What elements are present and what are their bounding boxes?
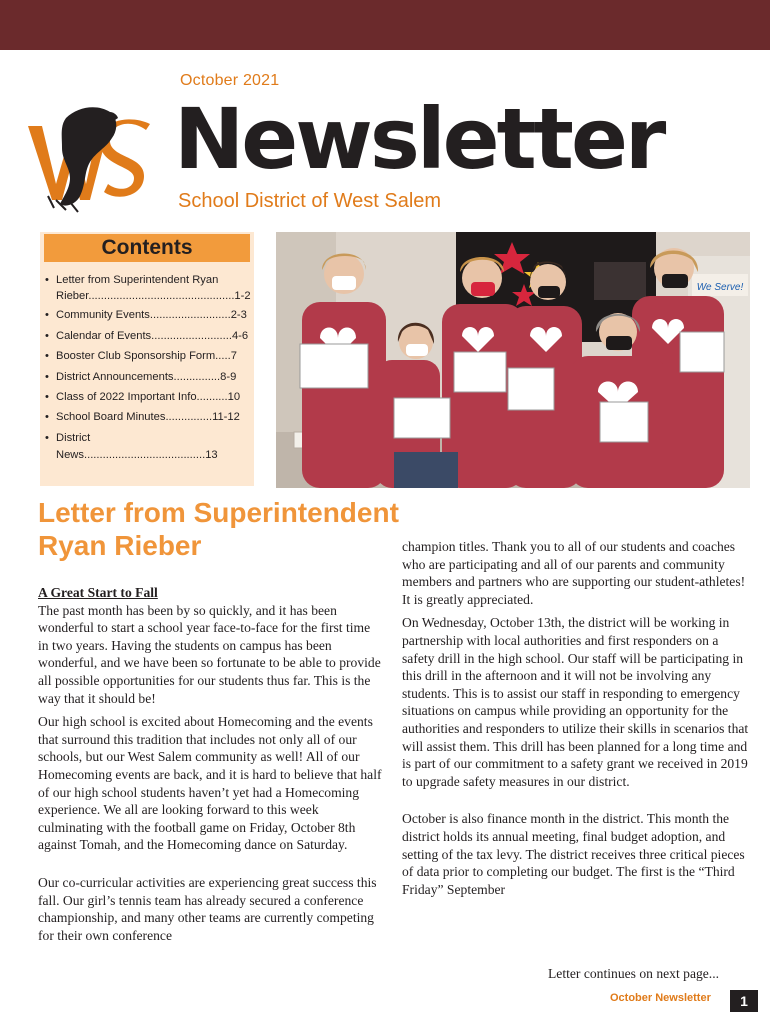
west-salem-logo bbox=[26, 96, 158, 214]
article-column-left bbox=[38, 584, 384, 950]
toc-item-booster-club[interactable]: • Booster Club Sponsorship Form.....7 bbox=[44, 348, 254, 365]
article-subhead: A Great Start to Fall bbox=[38, 585, 158, 600]
newsletter-title: Newsletter bbox=[174, 90, 664, 188]
article-paragraph: Our high school is excited about Homecoming and the events that surround this tradition that includes not only all of our schools, but our West Salem community as well! All of our Homecoming events are back, and it is hard to believe that half of our high school students haven’t yet had a Homecoming experience. We all are looking forward to this week culminating with the football game on Friday, October 8th against Tomah, and the Homecoming dance on Saturday. bbox=[38, 714, 382, 853]
toc-item-board-minutes[interactable]: • School Board Minutes...............11-12 bbox=[44, 409, 254, 426]
toc-heading: Contents bbox=[44, 234, 250, 262]
toc-list bbox=[44, 272, 254, 467]
article-paragraph: The past month has been by so quickly, and it has been wonderful to start a school year face-to-face for the first time in two years. Having the students on campus has been wonderful, and we have been so fortunate to be able to provide all possible opportunities for our students thus far. This is the way that it should be! bbox=[38, 602, 381, 706]
article-paragraph: On Wednesday, October 13th, the district will be working in partnership with local authorities and first responders on a safety drill in the high school. Our staff will be participating in this drill in the afternoon and it will not be involving any students. This is to assist our staff in responding to emergency situations on campus while providing an opportunity for the authorities and responders to utilize their skills in scenarios that will assist them. This drill has been planned for a long time and is part of our commitment to a safety grant we received in 2019 to upgrade safety measures in our district. bbox=[402, 615, 749, 789]
paragraph-gap bbox=[38, 860, 384, 874]
toc-item-community-events[interactable]: • Community Events..........................2-3 bbox=[44, 307, 254, 324]
article-column-right bbox=[402, 538, 752, 904]
toc-item-district-news[interactable]: • District News.......................................13 bbox=[44, 430, 254, 464]
article-title: Letter from Superintendent Ryan Rieber bbox=[38, 497, 399, 561]
district-name: School District of West Salem bbox=[178, 190, 442, 212]
toc-item-letter[interactable]: • Letter from Superintendent Ryan Rieber...............................................1-2 bbox=[44, 272, 254, 304]
issue-date: October 2021 bbox=[180, 72, 280, 89]
staff-photo-illustration bbox=[276, 232, 750, 488]
table-of-contents bbox=[40, 232, 254, 486]
article-paragraph: October is also finance month in the district. This month the district holds its annual meeting, final budget adoption, and setting of the tax levy. The district receives three critical pieces of data prior to completing our budget. The first is the “Third Friday” September bbox=[402, 811, 745, 897]
staff-photo bbox=[276, 232, 750, 488]
article-paragraph: Our co-curricular activities are experiencing great success this fall. Our girl’s tennis team has already secured a conference championship, and many other teams are currently competing for their own conference bbox=[38, 874, 377, 943]
toc-item-calendar[interactable]: • Calendar of Events..........................4-6 bbox=[44, 328, 254, 345]
article-paragraph: champion titles. Thank you to all of our students and coaches who are participating and all of our parents and community members and partners who are supporting our student-athletes! It is greatly appreciated. bbox=[402, 539, 746, 607]
top-color-bar bbox=[0, 0, 770, 50]
footer-label: October Newsletter bbox=[610, 992, 711, 1004]
paragraph-gap bbox=[402, 796, 752, 810]
toc-item-class-2022[interactable]: • Class of 2022 Important Info..........10 bbox=[44, 389, 254, 406]
banner-text: We Serve! bbox=[696, 282, 744, 293]
page-number: 1 bbox=[730, 990, 758, 1012]
toc-item-announcements[interactable]: • District Announcements...............8-9 bbox=[44, 369, 254, 386]
continues-note: Letter continues on next page... bbox=[548, 966, 719, 981]
